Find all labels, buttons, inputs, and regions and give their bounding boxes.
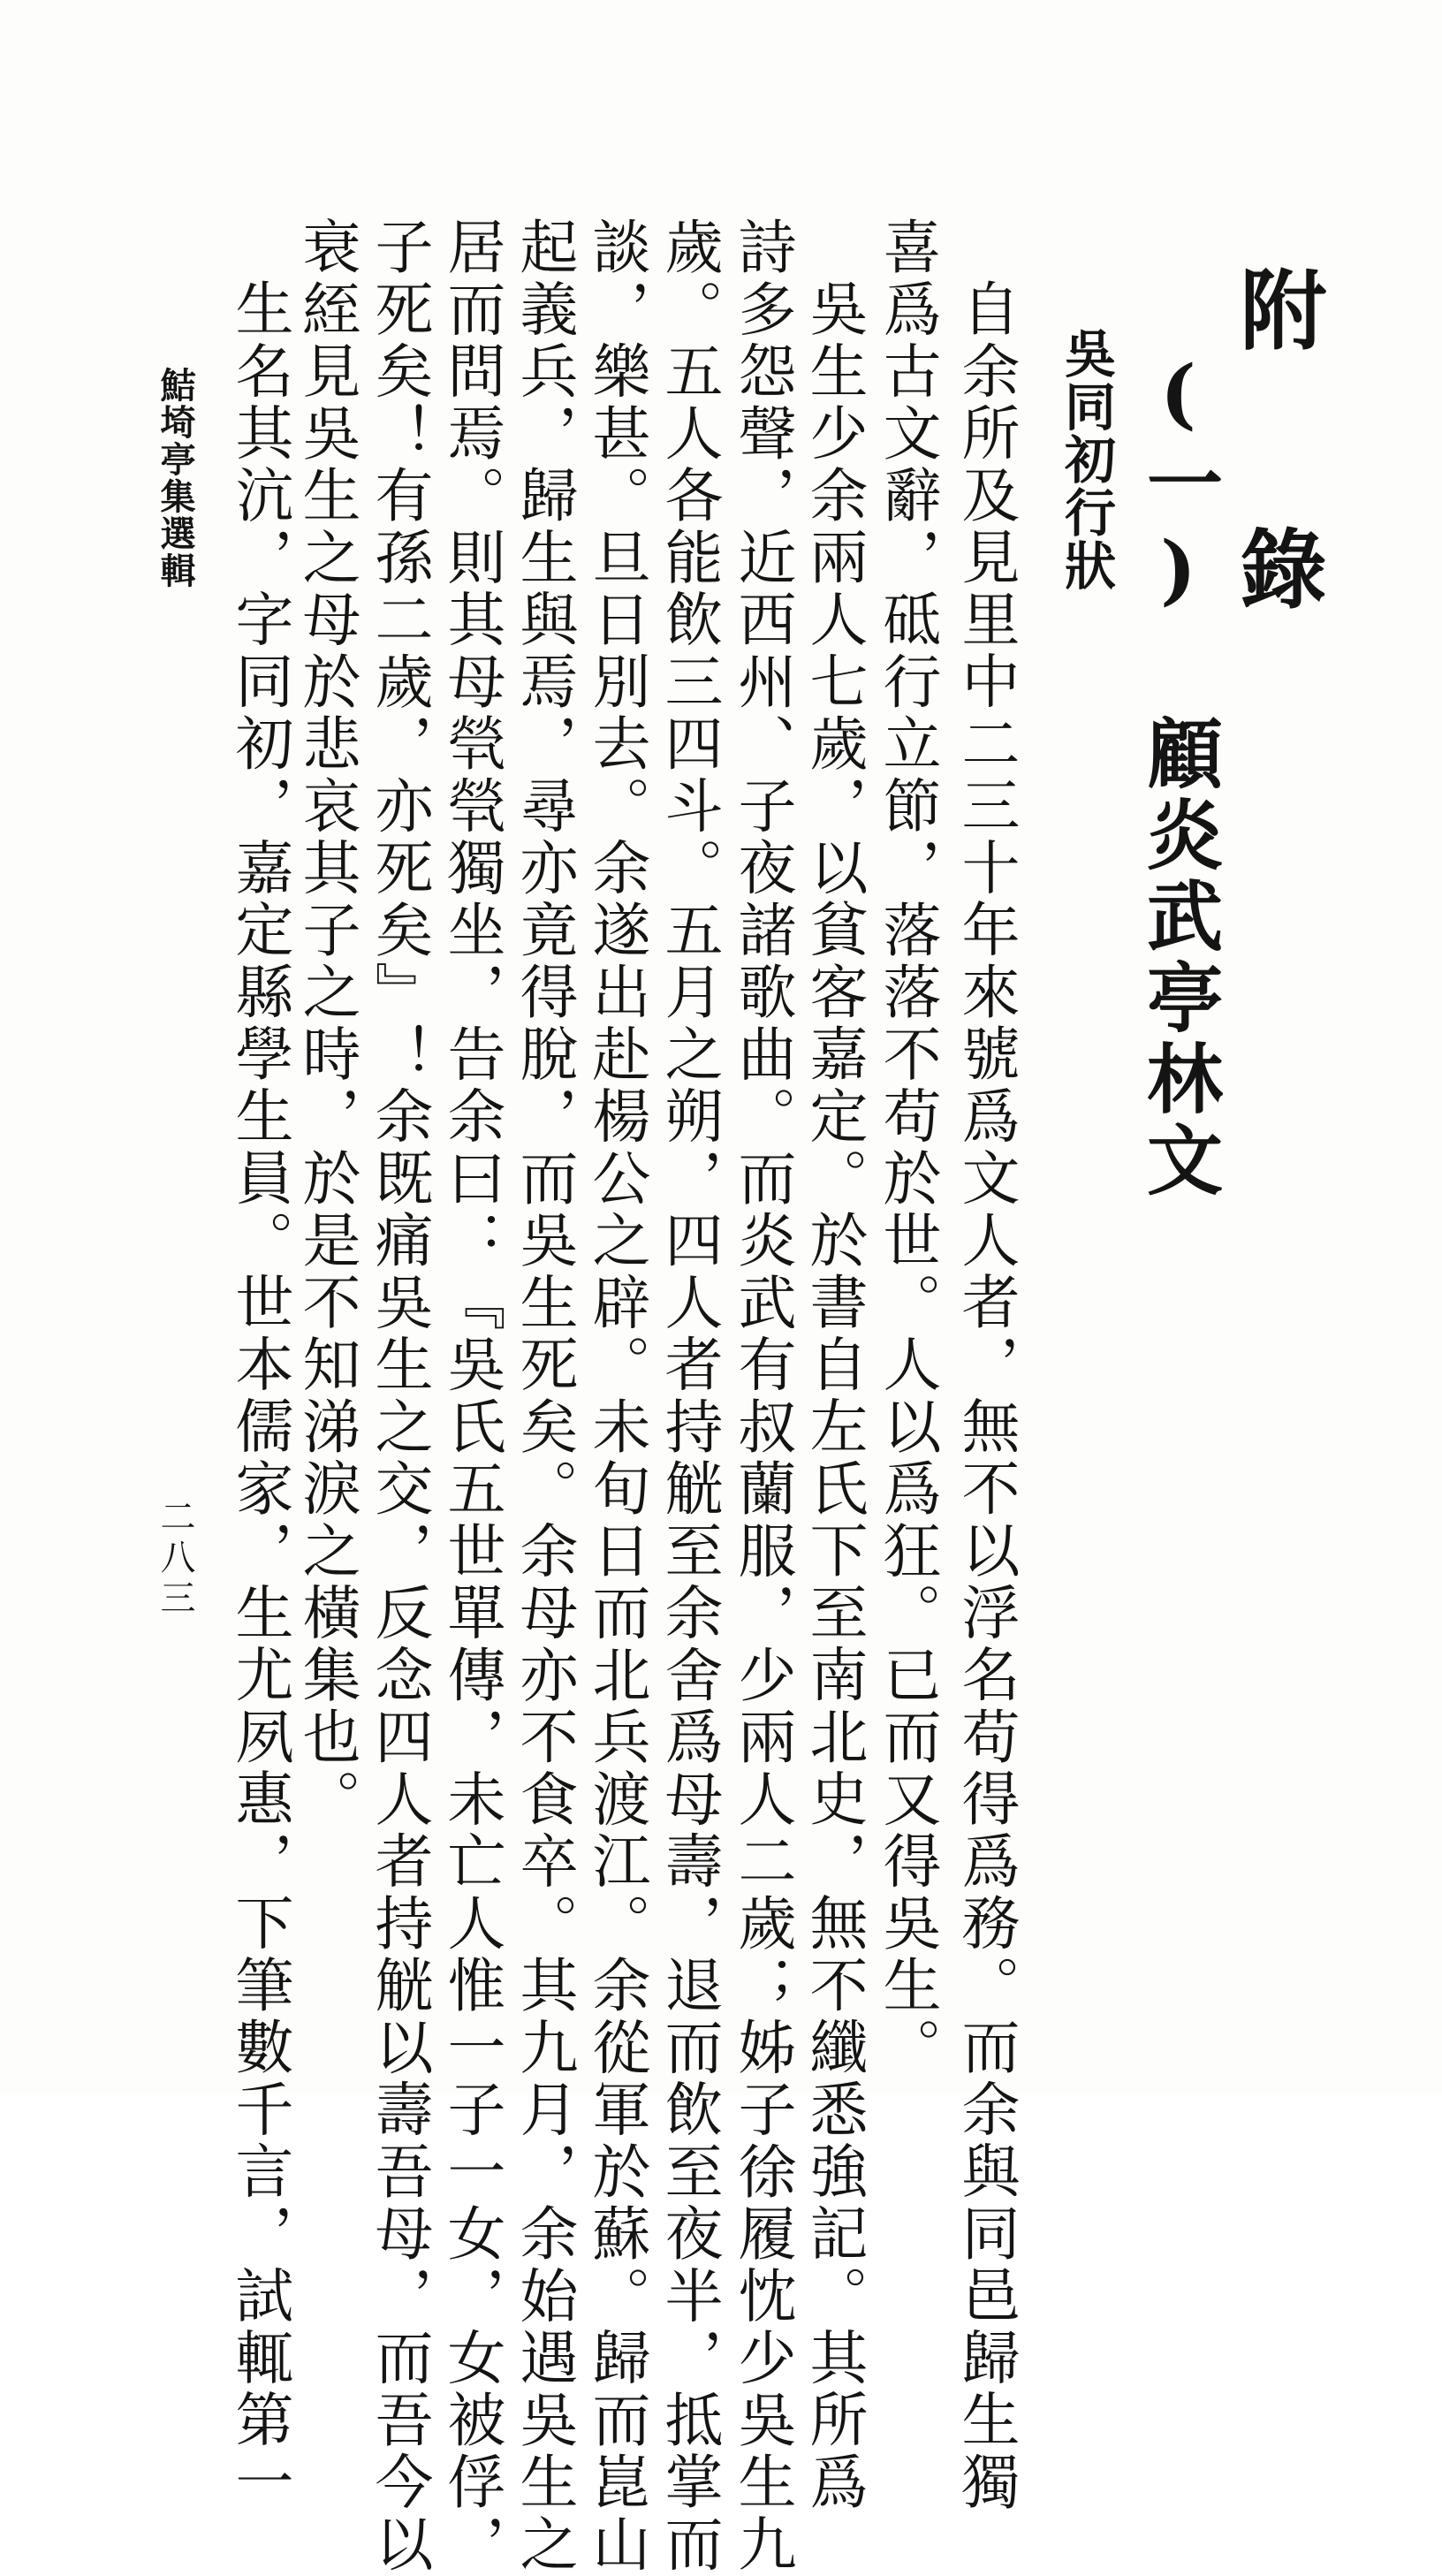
text-column-11: 生名其沆，字同初，嘉定縣學生員。世本儒家，生尤夙惠，下筆數千言，試輒第一 <box>225 278 293 2513</box>
text-column-8: 居而問焉。則其母煢煢獨坐，告余曰：『吳氏五世單傳，未亡人惟一子一女，女被俘， <box>437 217 505 2576</box>
text-column-9: 子死矣！有孫二歲，亦死矣』！余既痛吳生之交，反念四人者持觥以壽吾母，而吾今以 <box>365 217 433 2576</box>
text-column-1: 自余所及見里中二三十年來號爲文人者，無不以浮名苟得爲務。而余與同邑歸生獨 <box>952 278 1020 2513</box>
text-column-5: 歲。五人各能飲三四斗。五月之朔，四人者持觥至余舍爲母壽，退而飲至夜半，抵掌而 <box>655 217 723 2576</box>
text-column-2: 喜爲古文辭，砥行立節，落落不苟於世。人以爲狂。已而又得吳生。 <box>873 217 941 2079</box>
book-title: 鮚埼亭集選輯 <box>155 367 195 589</box>
essay-title: 吳同初行狀 <box>1056 327 1116 592</box>
text-column-7: 起義兵，歸生與焉，尋亦竟得脫，而吳生死矣。余母亦不食卒。其九月，余始遇吳生之 <box>510 217 578 2576</box>
page-number: 二八三 <box>155 1498 195 1620</box>
section-title: 附 錄 <box>1226 265 1327 646</box>
text-column-4: 詩多怨聲，近西州、子夜諸歌曲。而炎武有叔蘭服，少兩人二歲；姊子徐履忱少吳生九 <box>728 217 796 2576</box>
text-column-6: 談，樂甚。旦日別去。余遂出赴楊公之辟。未旬日而北兵渡江。余從軍於蘇。歸而崑山 <box>582 217 650 2576</box>
chapter-title: (一) 顧炎武亭林文 <box>1134 349 1223 1202</box>
text-column-10: 衰絰見吳生之母於悲哀其子之時，於是不知涕淚之橫集也。 <box>292 217 360 1831</box>
text-column-3: 吳生少余兩人七歲，以貧客嘉定。於書自左氏下至南北史，無不纖悉強記。其所爲 <box>800 278 868 2513</box>
